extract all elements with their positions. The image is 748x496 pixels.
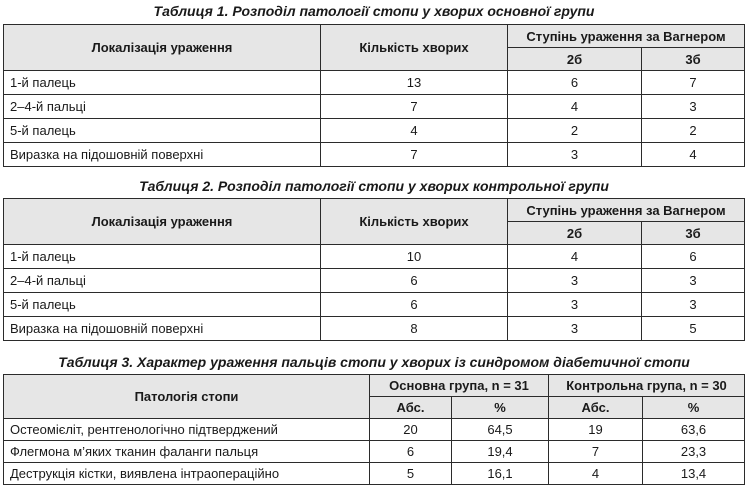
row-label: 2–4-й пальці <box>4 269 321 293</box>
grade2-cell: 4 <box>508 95 642 119</box>
row-label: Деструкція кістки, виявлена інтраопераційно <box>4 463 370 485</box>
table-row <box>4 245 745 269</box>
table2-caption: Таблиця 2. Розподіл патології стопи у хворих контрольної групи <box>139 178 609 194</box>
table-row <box>4 441 745 463</box>
row-label: Виразка на підошовній поверхні <box>4 317 321 341</box>
count-cell: 6 <box>321 293 508 317</box>
table-row <box>4 95 745 119</box>
count-cell: 4 <box>321 119 508 143</box>
t1-header-grade2: 2б <box>508 48 642 71</box>
table3-caption: Таблиця 3. Характер ураження пальців стопи у хворих із синдромом діабетичної стопи <box>58 354 690 370</box>
ctrl-pct-cell: 13,4 <box>643 463 745 485</box>
t1-header-grade3: 3б <box>642 48 745 71</box>
main-abs-cell: 5 <box>370 463 452 485</box>
t1-header-localization: Локалізація ураження <box>4 25 321 71</box>
table-row <box>4 269 745 293</box>
row-label: 1-й палець <box>4 245 321 269</box>
table-row <box>4 317 745 341</box>
grade3-cell: 7 <box>642 71 745 95</box>
t2-header-localization: Локалізація ураження <box>4 199 321 245</box>
grade3-cell: 3 <box>642 293 745 317</box>
main-abs-cell: 20 <box>370 419 452 441</box>
t3-header-ctrl-pct: % <box>643 397 745 419</box>
table-row <box>4 463 745 485</box>
table1 <box>3 24 745 167</box>
main-pct-cell: 64,5 <box>452 419 549 441</box>
grade2-cell: 3 <box>508 269 642 293</box>
ctrl-abs-cell: 19 <box>549 419 643 441</box>
t2-header-wagner: Ступінь ураження за Вагнером <box>508 199 745 222</box>
count-cell: 8 <box>321 317 508 341</box>
grade2-cell: 3 <box>508 143 642 167</box>
t3-header-ctrl-abs: Абс. <box>549 397 643 419</box>
main-abs-cell: 6 <box>370 441 452 463</box>
count-cell: 7 <box>321 95 508 119</box>
t1-header-count: Кількість хворих <box>321 25 508 71</box>
t3-header-main-pct: % <box>452 397 549 419</box>
grade2-cell: 2 <box>508 119 642 143</box>
ctrl-abs-cell: 4 <box>549 463 643 485</box>
t3-header-pathology: Патологія стопи <box>4 375 370 419</box>
table3 <box>3 374 745 485</box>
table-row <box>4 71 745 95</box>
main-pct-cell: 19,4 <box>452 441 549 463</box>
count-cell: 6 <box>321 269 508 293</box>
table-row <box>4 293 745 317</box>
t2-header-grade2: 2б <box>508 222 642 245</box>
ctrl-pct-cell: 23,3 <box>643 441 745 463</box>
grade3-cell: 3 <box>642 269 745 293</box>
ctrl-abs-cell: 7 <box>549 441 643 463</box>
main-pct-cell: 16,1 <box>452 463 549 485</box>
grade2-cell: 3 <box>508 293 642 317</box>
count-cell: 7 <box>321 143 508 167</box>
grade3-cell: 2 <box>642 119 745 143</box>
table2 <box>3 198 745 341</box>
row-label: 5-й палець <box>4 119 321 143</box>
t2-header-grade3: 3б <box>642 222 745 245</box>
t3-header-main-group: Основна група, n = 31 <box>370 375 549 397</box>
table-row <box>4 419 745 441</box>
t3-header-main-abs: Абс. <box>370 397 452 419</box>
row-label: 5-й палець <box>4 293 321 317</box>
t1-header-wagner: Ступінь ураження за Вагнером <box>508 25 745 48</box>
row-label: 1-й палець <box>4 71 321 95</box>
grade3-cell: 5 <box>642 317 745 341</box>
grade3-cell: 6 <box>642 245 745 269</box>
row-label: Виразка на підошовній поверхні <box>4 143 321 167</box>
grade3-cell: 3 <box>642 95 745 119</box>
table-row <box>4 143 745 167</box>
count-cell: 10 <box>321 245 508 269</box>
ctrl-pct-cell: 63,6 <box>643 419 745 441</box>
grade2-cell: 6 <box>508 71 642 95</box>
row-label: Остеомієліт, рентгенологічно підтверджений <box>4 419 370 441</box>
t3-header-control-group: Контрольна група, n = 30 <box>549 375 745 397</box>
row-label: Флегмона м’яких тканин фаланги пальця <box>4 441 370 463</box>
grade3-cell: 4 <box>642 143 745 167</box>
row-label: 2–4-й пальці <box>4 95 321 119</box>
count-cell: 13 <box>321 71 508 95</box>
grade2-cell: 4 <box>508 245 642 269</box>
t2-header-count: Кількість хворих <box>321 199 508 245</box>
grade2-cell: 3 <box>508 317 642 341</box>
table-row <box>4 119 745 143</box>
table1-caption: Таблиця 1. Розподіл патології стопи у хворих основної групи <box>153 3 595 19</box>
